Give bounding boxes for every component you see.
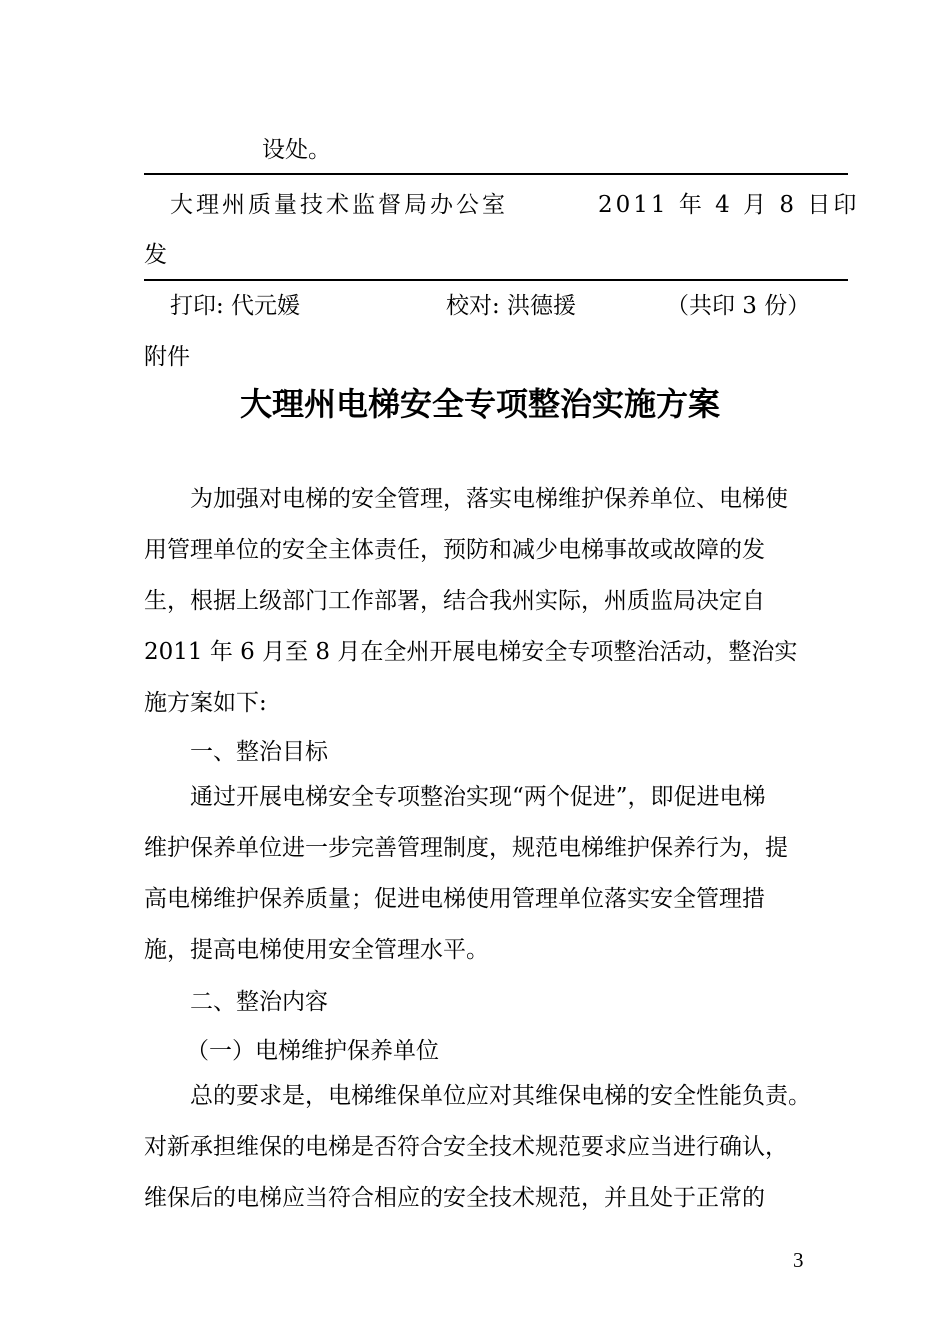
copies: （共印 3 份） bbox=[666, 293, 811, 319]
section1-paragraph bbox=[144, 772, 814, 976]
issue-date-wrap: 发 bbox=[144, 242, 167, 268]
intro-line: 2011 年 6 月至 8 月在全州开展电梯安全专项整治活动，整治实 bbox=[144, 639, 798, 665]
section1-line: 维护保养单位进一步完善管理制度，规范电梯维护保养行为，提 bbox=[144, 835, 788, 861]
page-number: 3 bbox=[793, 1248, 804, 1272]
intro-paragraph bbox=[144, 474, 814, 729]
proofreader: 校对: 洪德援 bbox=[446, 293, 577, 319]
intro-line: 施方案如下: bbox=[144, 690, 267, 716]
section1-line: 高电梯维护保养质量；促进电梯使用管理单位落实安全管理措 bbox=[144, 886, 765, 912]
continuation-text: 设处。 bbox=[262, 137, 331, 163]
issuing-office: 大理州质量技术监督局办公室 bbox=[170, 192, 508, 218]
issue-date: 2011 年 4 月 8 日印 bbox=[598, 192, 860, 218]
intro-line: 生，根据上级部门工作部署，结合我州实际，州质监局决定自 bbox=[144, 588, 765, 614]
divider-bottom bbox=[144, 279, 848, 281]
divider-top bbox=[144, 173, 848, 175]
section2-line: 总的要求是，电梯维保单位应对其维保电梯的安全性能负责。 bbox=[190, 1083, 811, 1109]
section2-heading: 二、整治内容 bbox=[190, 989, 328, 1015]
section1-line: 通过开展电梯安全专项整治实现“两个促进”，即促进电梯 bbox=[190, 784, 766, 810]
intro-line: 为加强对电梯的安全管理，落实电梯维护保养单位、电梯使 bbox=[190, 486, 788, 512]
typist: 打印: 代元媛 bbox=[170, 293, 301, 319]
attachment-label: 附件 bbox=[144, 344, 190, 370]
section2-subheading: （一）电梯维护保养单位 bbox=[186, 1038, 439, 1064]
section1-line: 施，提高电梯使用安全管理水平。 bbox=[144, 937, 489, 963]
section2-line: 对新承担维保的电梯是否符合安全技术规范要求应当进行确认， bbox=[144, 1134, 788, 1160]
document-title: 大理州电梯安全专项整治实施方案 bbox=[240, 385, 721, 423]
section1-heading: 一、整治目标 bbox=[190, 739, 328, 765]
section2-line: 维保后的电梯应当符合相应的安全技术规范，并且处于正常的 bbox=[144, 1185, 765, 1211]
intro-line: 用管理单位的安全主体责任，预防和减少电梯事故或故障的发 bbox=[144, 537, 765, 563]
section2-paragraph bbox=[144, 1071, 814, 1224]
